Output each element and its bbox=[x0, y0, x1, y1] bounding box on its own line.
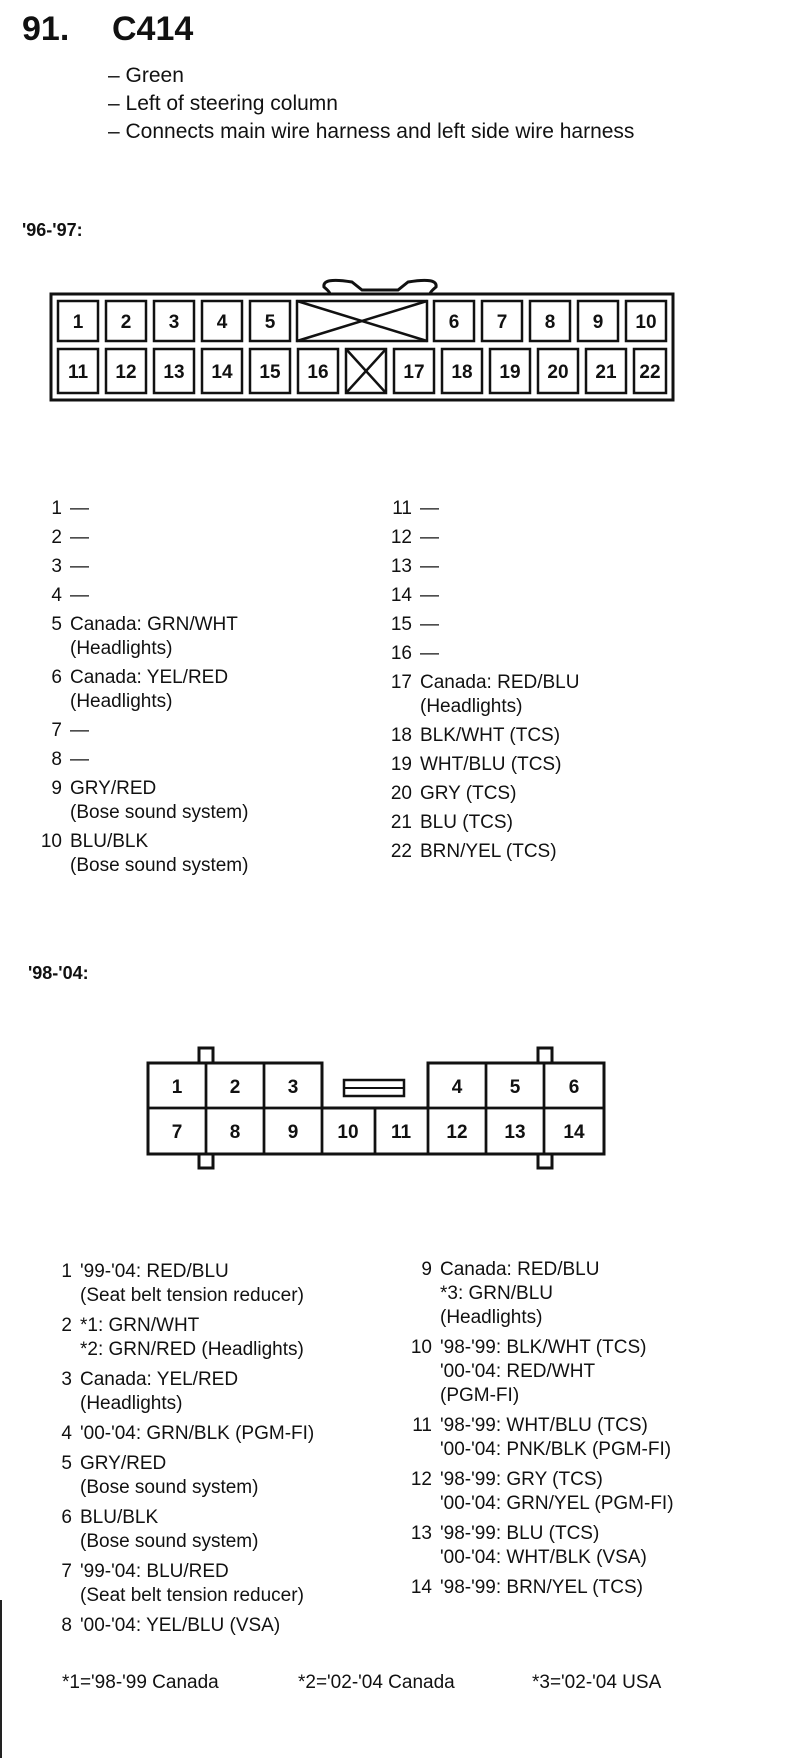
pin-number: 8 bbox=[61, 1615, 72, 1636]
pin-label-5: 5 bbox=[264, 312, 276, 333]
pin-wire-line: BLU/BLK bbox=[70, 831, 149, 852]
pin-wire-description bbox=[440, 1522, 674, 1570]
pin-wire-description bbox=[420, 584, 579, 608]
pin-entry bbox=[390, 584, 579, 608]
pin-wire-description bbox=[440, 1414, 674, 1462]
section-label-98-04: '98-'04: bbox=[28, 963, 89, 983]
pin-number: 18 bbox=[390, 725, 412, 746]
connector-description bbox=[108, 62, 634, 146]
pin-number: 2 bbox=[61, 1315, 72, 1336]
pin-entry bbox=[410, 1576, 674, 1600]
pin-number: 11 bbox=[392, 498, 412, 519]
pin-wire-line: BRN/YEL (TCS) bbox=[420, 841, 557, 862]
pin-wire-line: (Headlights) bbox=[70, 638, 173, 659]
pin-number: 5 bbox=[61, 1453, 72, 1474]
pin-wire-description bbox=[420, 497, 579, 521]
pin-label-9: 9 bbox=[592, 312, 604, 333]
pin-wire-line: GRY (TCS) bbox=[420, 783, 517, 804]
pin-wire-description bbox=[70, 555, 248, 579]
pin-wire-line: (Bose sound system) bbox=[80, 1531, 259, 1552]
pin-label-12: 12 bbox=[446, 1122, 468, 1143]
pin-wire-line: (Seat belt tension reducer) bbox=[80, 1285, 304, 1306]
pin-wire-line: (Headlights) bbox=[420, 696, 523, 717]
pin-wire-line: '00-'04: YEL/BLU (VSA) bbox=[80, 1615, 281, 1636]
pin-label-9: 9 bbox=[287, 1122, 299, 1143]
pin-wire-line: Canada: GRN/WHT bbox=[70, 614, 238, 635]
pin-list-98-04-left bbox=[50, 1260, 314, 1644]
pin-number: 15 bbox=[390, 614, 412, 635]
pin-wire-line: '98-'99: WHT/BLU (TCS) bbox=[440, 1415, 648, 1436]
pin-label-13: 13 bbox=[504, 1122, 526, 1143]
pin-number: 3 bbox=[51, 556, 62, 577]
pin-number: 16 bbox=[390, 643, 412, 664]
pin-wire-line: Canada: YEL/RED bbox=[80, 1369, 239, 1390]
pin-wire-line: '98-'99: BRN/YEL (TCS) bbox=[440, 1577, 643, 1598]
page-edge-line bbox=[0, 1600, 2, 1758]
pin-label-16: 16 bbox=[307, 362, 329, 383]
pin-number: 14 bbox=[410, 1577, 432, 1598]
pin-label-14: 14 bbox=[211, 362, 233, 383]
pin-wire-line: WHT/BLU (TCS) bbox=[420, 754, 562, 775]
pin-number: 13 bbox=[410, 1523, 432, 1544]
pin-number: 22 bbox=[390, 841, 412, 862]
pin-entry bbox=[50, 1314, 314, 1362]
pin-entry bbox=[390, 782, 579, 806]
pin-wire-description bbox=[420, 753, 579, 777]
pin-wire-line: '00-'04: PNK/BLK (PGM-FI) bbox=[440, 1439, 672, 1460]
pin-number: 10 bbox=[410, 1337, 432, 1358]
footnote-1: *1='98-'99 Canada bbox=[62, 1672, 219, 1693]
pin-entry bbox=[390, 555, 579, 579]
pin-wire-description bbox=[80, 1452, 314, 1500]
pin-entry bbox=[50, 1614, 314, 1638]
pin-wire-description bbox=[80, 1614, 314, 1638]
pin-wire-description bbox=[80, 1314, 314, 1362]
pin-label-21: 21 bbox=[595, 362, 617, 383]
pin-wire-description bbox=[420, 555, 579, 579]
pin-wire-line: '98-'99: GRY (TCS) bbox=[440, 1469, 603, 1490]
pin-wire-line: (Headlights) bbox=[440, 1307, 543, 1328]
pin-list-96-97-right bbox=[390, 497, 579, 869]
pin-wire-line: '99-'04: BLU/RED bbox=[80, 1561, 229, 1582]
pin-label-10: 10 bbox=[635, 312, 657, 333]
pin-wire-description bbox=[420, 642, 579, 666]
pin-number: 4 bbox=[51, 585, 62, 606]
pin-wire-line: *2: GRN/RED (Headlights) bbox=[80, 1339, 304, 1360]
pin-list-96-97-left bbox=[40, 497, 248, 883]
pin-entry bbox=[40, 613, 248, 661]
pin-entry bbox=[410, 1258, 674, 1330]
pin-entry bbox=[50, 1560, 314, 1608]
footnote-2: *2='02-'04 Canada bbox=[298, 1672, 455, 1693]
pin-number: 11 bbox=[412, 1415, 432, 1436]
pin-label-13: 13 bbox=[163, 362, 185, 383]
pin-wire-description bbox=[70, 719, 248, 743]
pin-wire-line: GRY/RED bbox=[70, 778, 157, 799]
pin-entry bbox=[40, 830, 248, 878]
pin-label-10: 10 bbox=[337, 1122, 359, 1143]
pin-entry bbox=[390, 497, 579, 521]
pin-label-4: 4 bbox=[216, 312, 228, 333]
pin-entry bbox=[40, 719, 248, 743]
connector-diagram-98-04 bbox=[0, 1040, 800, 1180]
pin-label-14: 14 bbox=[563, 1122, 585, 1143]
pin-list-98-04-right bbox=[410, 1258, 674, 1606]
pin-wire-line: Canada: RED/BLU bbox=[440, 1259, 600, 1280]
pin-wire-description bbox=[440, 1258, 674, 1330]
pin-wire-line: — bbox=[70, 749, 89, 770]
pin-number: 2 bbox=[51, 527, 62, 548]
pin-entry bbox=[50, 1368, 314, 1416]
pin-wire-description bbox=[70, 777, 248, 825]
pin-label-7: 7 bbox=[496, 312, 508, 333]
pin-wire-line: (Seat belt tension reducer) bbox=[80, 1585, 304, 1606]
pin-label-7: 7 bbox=[171, 1122, 183, 1143]
pin-number: 9 bbox=[421, 1259, 432, 1280]
pin-wire-line: — bbox=[420, 614, 439, 635]
pin-entry bbox=[50, 1422, 314, 1446]
pin-wire-description bbox=[420, 671, 579, 719]
pin-wire-description bbox=[420, 840, 579, 864]
pin-entry bbox=[40, 666, 248, 714]
pin-label-19: 19 bbox=[499, 362, 521, 383]
pin-wire-line: — bbox=[70, 556, 89, 577]
pin-number: 13 bbox=[390, 556, 412, 577]
pin-wire-line: (PGM-FI) bbox=[440, 1385, 520, 1406]
pin-label-1: 1 bbox=[72, 312, 84, 333]
pin-wire-description bbox=[420, 782, 579, 806]
pin-number: 20 bbox=[390, 783, 412, 804]
footnote-3: *3='02-'04 USA bbox=[532, 1672, 662, 1693]
connector-housing bbox=[51, 294, 673, 400]
pin-label-8: 8 bbox=[229, 1122, 241, 1143]
pin-entry bbox=[410, 1522, 674, 1570]
pin-entry bbox=[40, 497, 248, 521]
pin-wire-description bbox=[420, 613, 579, 637]
pin-number: 5 bbox=[51, 614, 62, 635]
connector-code-title: C414 bbox=[112, 10, 194, 48]
pin-wire-line: '00-'04: WHT/BLK (VSA) bbox=[440, 1547, 647, 1568]
pin-number: 6 bbox=[51, 667, 62, 688]
pin-label-4: 4 bbox=[451, 1077, 463, 1098]
pin-wire-description bbox=[70, 613, 248, 661]
pin-wire-description bbox=[80, 1368, 314, 1416]
pin-wire-line: — bbox=[420, 643, 439, 664]
pin-wire-line: (Bose sound system) bbox=[70, 855, 249, 876]
pin-entry bbox=[390, 811, 579, 835]
pin-wire-description bbox=[80, 1560, 314, 1608]
pin-label-11: 11 bbox=[67, 362, 89, 383]
pin-label-5: 5 bbox=[509, 1077, 521, 1098]
pin-entry bbox=[40, 584, 248, 608]
pin-number: 3 bbox=[61, 1369, 72, 1390]
connector-diagram-96-97 bbox=[0, 260, 800, 410]
pin-wire-description bbox=[70, 526, 248, 550]
pin-label-2: 2 bbox=[229, 1077, 241, 1098]
pin-number: 8 bbox=[51, 749, 62, 770]
pin-wire-description bbox=[440, 1336, 674, 1408]
pin-wire-line: '98-'99: BLK/WHT (TCS) bbox=[440, 1337, 647, 1358]
connector-latch bbox=[324, 280, 436, 294]
pin-wire-line: '00-'04: GRN/YEL (PGM-FI) bbox=[440, 1493, 674, 1514]
pin-label-22: 22 bbox=[639, 362, 661, 383]
pin-label-3: 3 bbox=[168, 312, 180, 333]
pin-entry bbox=[410, 1336, 674, 1408]
pin-label-20: 20 bbox=[547, 362, 569, 383]
pin-label-11: 11 bbox=[390, 1122, 412, 1143]
pin-number: 19 bbox=[390, 754, 412, 775]
pin-wire-line: — bbox=[420, 527, 439, 548]
pin-wire-description bbox=[70, 584, 248, 608]
pin-entry bbox=[390, 671, 579, 719]
pin-number: 6 bbox=[61, 1507, 72, 1528]
pin-wire-description bbox=[420, 811, 579, 835]
pin-wire-description bbox=[80, 1260, 314, 1308]
pin-wire-description bbox=[420, 526, 579, 550]
pin-entry bbox=[40, 777, 248, 825]
pin-entry bbox=[390, 526, 579, 550]
pin-wire-line: BLU (TCS) bbox=[420, 812, 513, 833]
pin-number: 1 bbox=[51, 498, 62, 519]
pin-wire-description bbox=[70, 748, 248, 772]
pin-wire-line: GRY/RED bbox=[80, 1453, 167, 1474]
pin-wire-line: Canada: RED/BLU bbox=[420, 672, 580, 693]
pin-entry bbox=[50, 1452, 314, 1500]
pin-number: 10 bbox=[40, 831, 62, 852]
pin-entry bbox=[390, 613, 579, 637]
pin-entry bbox=[40, 555, 248, 579]
pin-wire-description bbox=[70, 497, 248, 521]
pin-wire-line: *3: GRN/BLU bbox=[440, 1283, 553, 1304]
pin-number: 1 bbox=[61, 1261, 72, 1282]
pin-entry bbox=[50, 1260, 314, 1308]
pin-number: 21 bbox=[390, 812, 412, 833]
pin-number: 14 bbox=[390, 585, 412, 606]
pin-number: 9 bbox=[51, 778, 62, 799]
description-location: – Left of steering column bbox=[108, 92, 338, 115]
pin-wire-line: Canada: YEL/RED bbox=[70, 667, 229, 688]
pin-label-6: 6 bbox=[568, 1077, 580, 1098]
pin-number: 7 bbox=[61, 1561, 72, 1582]
pin-wire-description bbox=[70, 830, 248, 878]
pin-label-1: 1 bbox=[171, 1077, 183, 1098]
pin-wire-line: *1: GRN/WHT bbox=[80, 1315, 200, 1336]
pin-label-2: 2 bbox=[120, 312, 132, 333]
pin-number: 12 bbox=[390, 527, 412, 548]
pin-wire-line: BLK/WHT (TCS) bbox=[420, 725, 561, 746]
section-label-96-97: '96-'97: bbox=[22, 220, 83, 240]
pin-wire-line: — bbox=[420, 498, 439, 519]
pin-wire-line: (Headlights) bbox=[70, 691, 173, 712]
pin-entry bbox=[410, 1468, 674, 1516]
pin-entry bbox=[40, 526, 248, 550]
pin-wire-description bbox=[440, 1576, 674, 1600]
pin-wire-description bbox=[80, 1506, 314, 1554]
pin-wire-line: '98-'99: BLU (TCS) bbox=[440, 1523, 600, 1544]
pin-wire-description bbox=[80, 1422, 314, 1446]
pin-wire-line: — bbox=[420, 585, 439, 606]
pin-entry bbox=[390, 724, 579, 748]
pin-number: 7 bbox=[51, 720, 62, 741]
pin-label-12: 12 bbox=[115, 362, 137, 383]
pin-label-17: 17 bbox=[403, 362, 425, 383]
pin-entry bbox=[390, 840, 579, 864]
pin-label-8: 8 bbox=[544, 312, 556, 333]
pin-entry bbox=[40, 748, 248, 772]
pin-wire-line: BLU/BLK bbox=[80, 1507, 159, 1528]
pin-label-18: 18 bbox=[451, 362, 473, 383]
pin-label-6: 6 bbox=[448, 312, 460, 333]
pin-label-15: 15 bbox=[259, 362, 281, 383]
pin-number: 12 bbox=[410, 1469, 432, 1490]
pin-wire-description bbox=[420, 724, 579, 748]
pin-entry bbox=[50, 1506, 314, 1554]
pin-wire-line: — bbox=[70, 585, 89, 606]
pin-wire-line: — bbox=[420, 556, 439, 577]
pin-wire-line: '99-'04: RED/BLU bbox=[80, 1261, 229, 1282]
page-number: 91. bbox=[22, 10, 70, 48]
pin-wire-description bbox=[440, 1468, 674, 1516]
pin-number: 17 bbox=[390, 672, 412, 693]
description-color: – Green bbox=[108, 64, 184, 87]
pin-wire-description bbox=[70, 666, 248, 714]
pin-wire-line: (Bose sound system) bbox=[80, 1477, 259, 1498]
pin-wire-line: '00-'04: GRN/BLK (PGM-FI) bbox=[80, 1423, 315, 1444]
pin-wire-line: — bbox=[70, 527, 89, 548]
description-connects: – Connects main wire harness and left side wire harness bbox=[108, 120, 635, 143]
pin-wire-line: — bbox=[70, 498, 89, 519]
pin-wire-line: (Bose sound system) bbox=[70, 802, 249, 823]
pin-entry bbox=[410, 1414, 674, 1462]
pin-number: 4 bbox=[61, 1423, 72, 1444]
pin-label-3: 3 bbox=[287, 1077, 299, 1098]
pin-entry bbox=[390, 642, 579, 666]
pin-wire-line: — bbox=[70, 720, 89, 741]
pin-wire-line: '00-'04: RED/WHT bbox=[440, 1361, 596, 1382]
pin-entry bbox=[390, 753, 579, 777]
pin-wire-line: (Headlights) bbox=[80, 1393, 183, 1414]
